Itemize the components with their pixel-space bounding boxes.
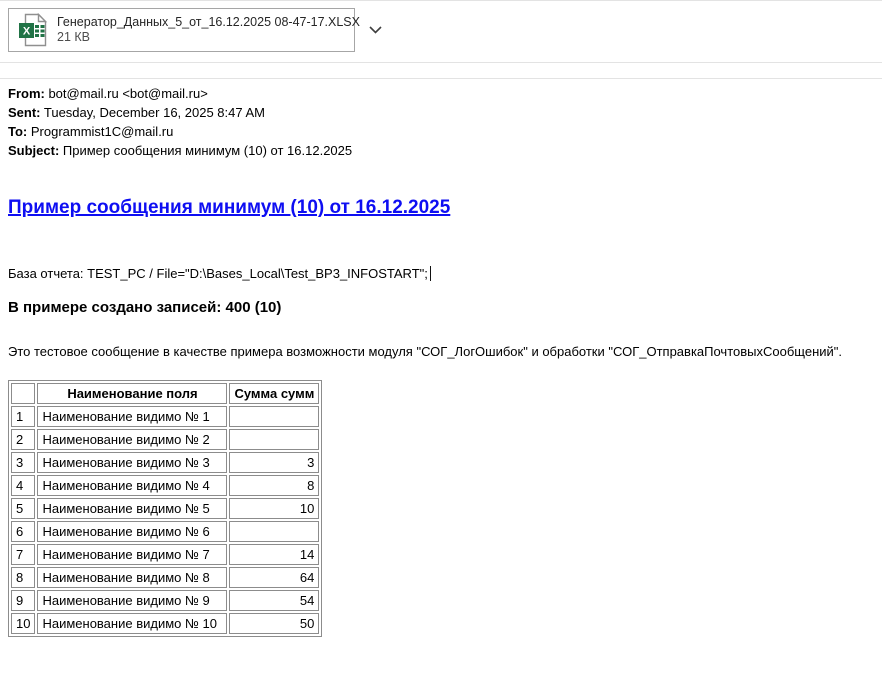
table-row [11, 613, 319, 634]
sum-cell: 54 [229, 590, 319, 611]
field-name-cell: Наименование видимо № 5 [37, 498, 227, 519]
header-to [8, 122, 352, 141]
row-number-cell: 3 [11, 452, 35, 473]
table-header-row [11, 383, 319, 404]
attachment-separator [0, 62, 882, 63]
column-header-index [11, 383, 35, 404]
field-name-cell: Наименование видимо № 3 [37, 452, 227, 473]
field-name-cell: Наименование видимо № 1 [37, 406, 227, 427]
sum-cell [229, 521, 319, 542]
row-number-cell: 5 [11, 498, 35, 519]
description-line: Это тестовое сообщение в качестве примера возможности модуля "СОГ_ЛогОшибок" и обработки "СОГ_ОтправкаПочтовыхСообщений". [8, 344, 842, 359]
table-row [11, 429, 319, 450]
field-name-cell: Наименование видимо № 9 [37, 590, 227, 611]
table-row [11, 498, 319, 519]
message-title-link[interactable]: Пример сообщения минимум (10) от 16.12.2025 [8, 197, 451, 218]
to-value: Programmist1C@mail.ru [27, 124, 174, 139]
attachment-filename: Генератор_Данных_5_от_16.12.2025 08-47-17.XLSX [57, 15, 360, 29]
row-number-cell: 2 [11, 429, 35, 450]
field-name-cell: Наименование видимо № 6 [37, 521, 227, 542]
sent-label: Sent: [8, 105, 41, 120]
table-row [11, 475, 319, 496]
sum-cell: 8 [229, 475, 319, 496]
field-name-cell: Наименование видимо № 4 [37, 475, 227, 496]
table-row [11, 406, 319, 427]
field-name-cell: Наименование видимо № 2 [37, 429, 227, 450]
row-number-cell: 7 [11, 544, 35, 565]
sum-cell: 10 [229, 498, 319, 519]
field-name-cell: Наименование видимо № 8 [37, 567, 227, 588]
attachment-size: 21 КВ [57, 30, 90, 44]
table-row [11, 521, 319, 542]
from-value: bot@mail.ru <bot@mail.ru> [44, 86, 208, 101]
row-number-cell: 8 [11, 567, 35, 588]
table-row [11, 452, 319, 473]
sent-value: Tuesday, December 16, 2025 8:47 AM [40, 105, 266, 120]
text-caret [430, 266, 431, 281]
header-separator [0, 78, 882, 79]
sum-cell [229, 429, 319, 450]
chevron-down-icon[interactable] [369, 26, 382, 34]
attachment-card[interactable] [8, 8, 360, 52]
sum-cell: 3 [229, 452, 319, 473]
column-header-field-name: Наименование поля [37, 383, 227, 404]
sum-cell [229, 406, 319, 427]
subject-value: Пример сообщения минимум (10) от 16.12.2025 [59, 143, 353, 158]
row-number-cell: 1 [11, 406, 35, 427]
header-sent [8, 103, 352, 122]
sum-cell: 64 [229, 567, 319, 588]
row-number-cell: 4 [11, 475, 35, 496]
report-table [8, 380, 322, 637]
row-number-cell: 9 [11, 590, 35, 611]
header-from [8, 84, 352, 103]
report-base-line [8, 266, 431, 281]
sum-cell: 14 [229, 544, 319, 565]
column-header-sum: Сумма сумм [229, 383, 319, 404]
svg-text:X: X [22, 25, 31, 38]
top-separator [0, 0, 882, 1]
table-row [11, 544, 319, 565]
subject-label: Subject: [8, 143, 60, 158]
row-number-cell: 10 [11, 613, 35, 634]
from-label: From: [8, 86, 45, 101]
sum-cell: 50 [229, 613, 319, 634]
excel-file-icon [18, 13, 48, 47]
table-row [11, 590, 319, 611]
row-number-cell: 6 [11, 521, 35, 542]
field-name-cell: Наименование видимо № 7 [37, 544, 227, 565]
field-name-cell: Наименование видимо № 10 [37, 613, 227, 634]
report-table-body [11, 406, 319, 634]
mail-header-block [8, 84, 352, 160]
table-row [11, 567, 319, 588]
report-base-text: База отчета: TEST_PC / File="D:\Bases_Local\Test_BP3_INFOSTART"; [8, 266, 428, 281]
header-subject [8, 141, 352, 160]
records-count-line: В примере создано записей: 400 (10) [8, 299, 282, 316]
to-label: To: [8, 124, 28, 139]
